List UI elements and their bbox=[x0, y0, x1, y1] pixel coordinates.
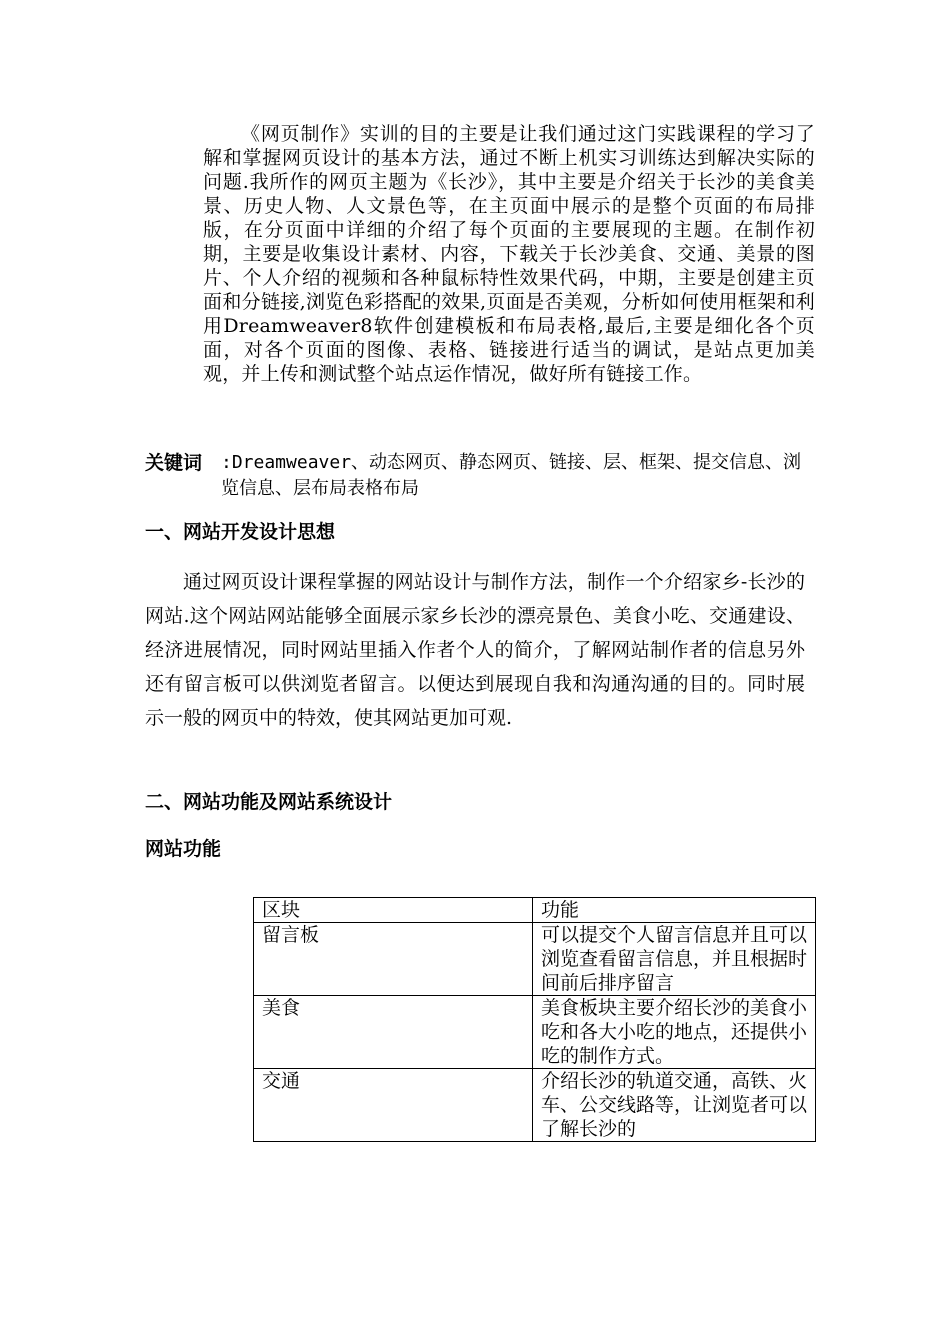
table-row bbox=[254, 923, 816, 996]
table-row bbox=[254, 1069, 816, 1142]
section1-heading: 一、网站开发设计思想 bbox=[145, 521, 336, 543]
table-cell-function: 介绍长沙的轨道交通，高铁、火车、公交线路等，让浏览者可以了解长沙的 bbox=[533, 1069, 816, 1142]
table-row bbox=[254, 996, 816, 1069]
keywords-block bbox=[145, 450, 815, 502]
keywords-text: :Dreamweaver、动态网页、静态网页、链接、层、框架、提交信息、浏览信息、层布局表格布局 bbox=[221, 452, 802, 499]
section2-subheading: 网站功能 bbox=[145, 838, 222, 860]
table-header-block: 区块 bbox=[254, 898, 533, 923]
table-header-function: 功能 bbox=[533, 898, 816, 923]
table-header-row bbox=[254, 898, 816, 923]
section2-heading: 二、网站功能及网站系统设计 bbox=[145, 791, 393, 813]
table-cell-function: 美食板块主要介绍长沙的美食小吃和各大小吃的地点，还提供小吃的制作方式。 bbox=[533, 996, 816, 1069]
function-table bbox=[253, 897, 816, 1142]
table-cell-block: 交通 bbox=[254, 1069, 533, 1142]
table-cell-block: 美食 bbox=[254, 996, 533, 1069]
section1-paragraph: 通过网页设计课程掌握的网站设计与制作方法，制作一个介绍家乡-长沙的网站.这个网站网站能够全面展示家乡长沙的漂亮景色、美食小吃、交通建设、经济进展情况，同时网站里插入作者个人的简介，了解网站制作者的信息另外还有留言板可以供浏览者留言。以便达到展现自我和沟通沟通的目的。同时展示一般的网页中的特效，使其网站更加可观. bbox=[145, 571, 805, 729]
table-cell-function: 可以提交个人留言信息并且可以浏览查看留言信息，并且根据时间前后排序留言 bbox=[533, 923, 816, 996]
abstract-paragraph: 《网页制作》实训的目的主要是让我们通过这门实践课程的学习了解和掌握网页设计的基本方法，通过不断上机实习训练达到解决实际的问题.我所作的网页主题为《长沙》，其中主要是介绍关于长沙的美食美景、历史人物、人文景色等，在主页面中展示的是整个页面的布局排版，在分页面中详细的介绍了每个页面的主要展现的主题。在制作初期，主要是收集设计素材、内容，下载关于长沙美食、交通、美景的图片、个人介绍的视频和各种鼠标特性效果代码，中期，主要是创建主页面和分链接,浏览色彩搭配的效果,页面是否美观，分析如何使用框架和利用Dreamweaver8软件创建模板和布局表格,最后,主要是细化各个页面，对各个页面的图像、表格、链接进行适当的调试，是站点更加美观，并上传和测试整个站点运作情况，做好所有链接工作。 bbox=[203, 123, 815, 385]
keywords-label: 关键词 bbox=[145, 452, 203, 474]
table-cell-block: 留言板 bbox=[254, 923, 533, 996]
